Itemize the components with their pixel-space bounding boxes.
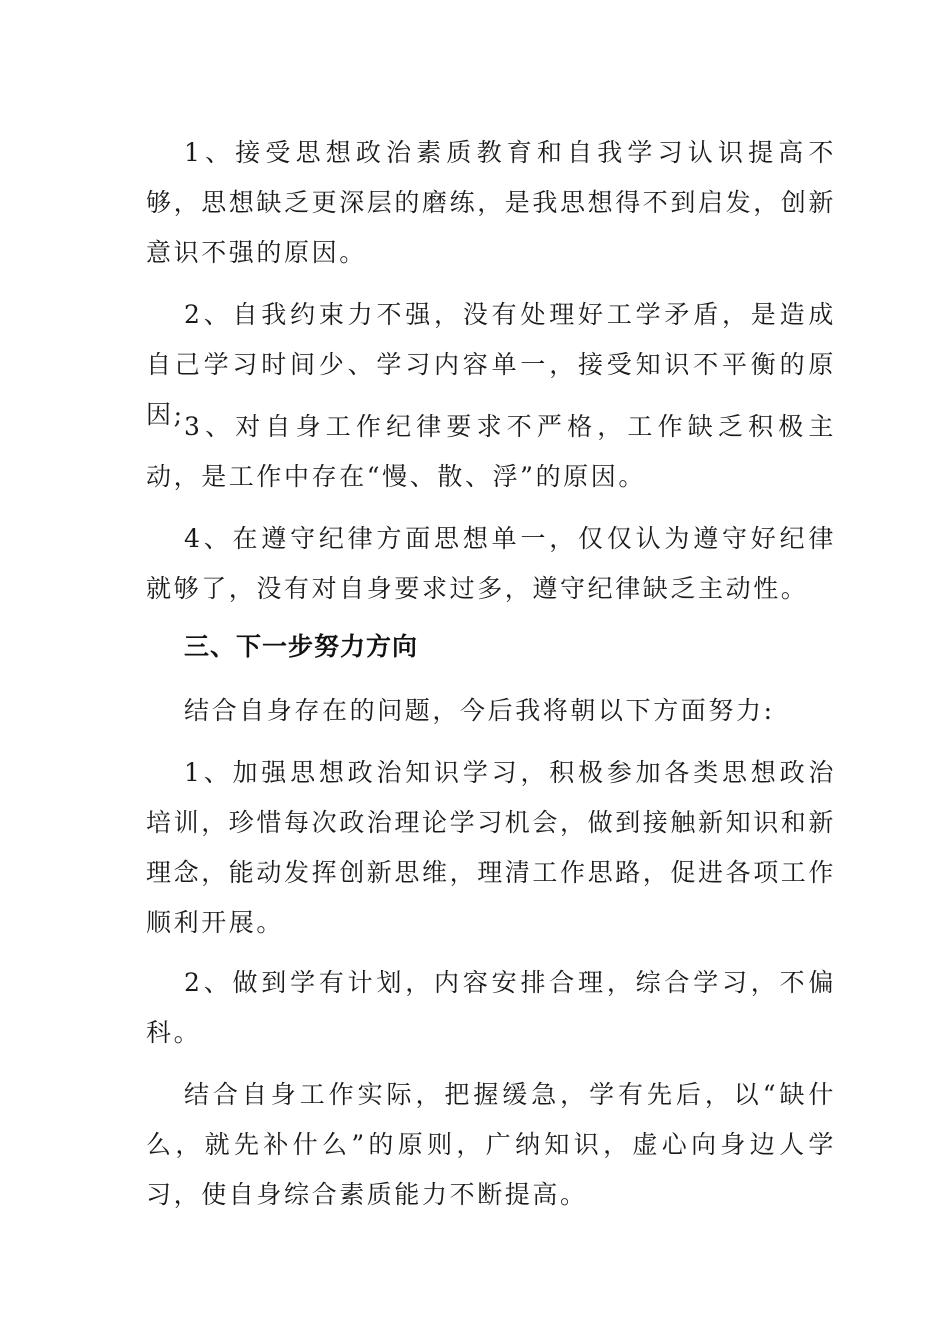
- paragraph-cause-2: 2、自我约束力不强，没有处理好工学矛盾，是造成自己学习时间少、学习内容单一，接受知识不平衡的原因;: [146, 300, 836, 429]
- paragraph-cause-4: 4、在遵守纪律方面思想单一，仅仅认为遵守好纪律就够了，没有对自身要求过多，遵守纪律缺乏主动性。: [146, 524, 836, 603]
- paragraph-action-2: 2、做到学有计划，内容安排合理，综合学习，不偏科。: [146, 968, 836, 1047]
- paragraph-intro: 结合自身存在的问题，今后我将朝以下方面努力:: [184, 696, 775, 725]
- section-heading: 三、下一步努力方向: [184, 632, 419, 661]
- paragraph-action-1: 1、加强思想政治知识学习，积极参加各类思想政治培训，珍惜每次政治理论学习机会，做到接触新知识和新理念，能动发挥创新思维，理清工作思路，促进各项工作顺利开展。: [146, 758, 837, 937]
- paragraph-closing: 结合自身工作实际，把握缓急，学有先后，以“缺什么，就先补什么”的原则，广纳知识，虚心向身边人学习，使自身综合素质能力不断提高。: [146, 1080, 836, 1209]
- paragraph-cause-1: 1、接受思想政治素质教育和自我学习认识提高不够，思想缺乏更深层的磨练，是我思想得不到启发，创新意识不强的原因。: [146, 138, 837, 267]
- paragraph-cause-3: 3、对自身工作纪律要求不严格，工作缺乏积极主动，是工作中存在“慢、散、浮”的原因。: [146, 412, 836, 491]
